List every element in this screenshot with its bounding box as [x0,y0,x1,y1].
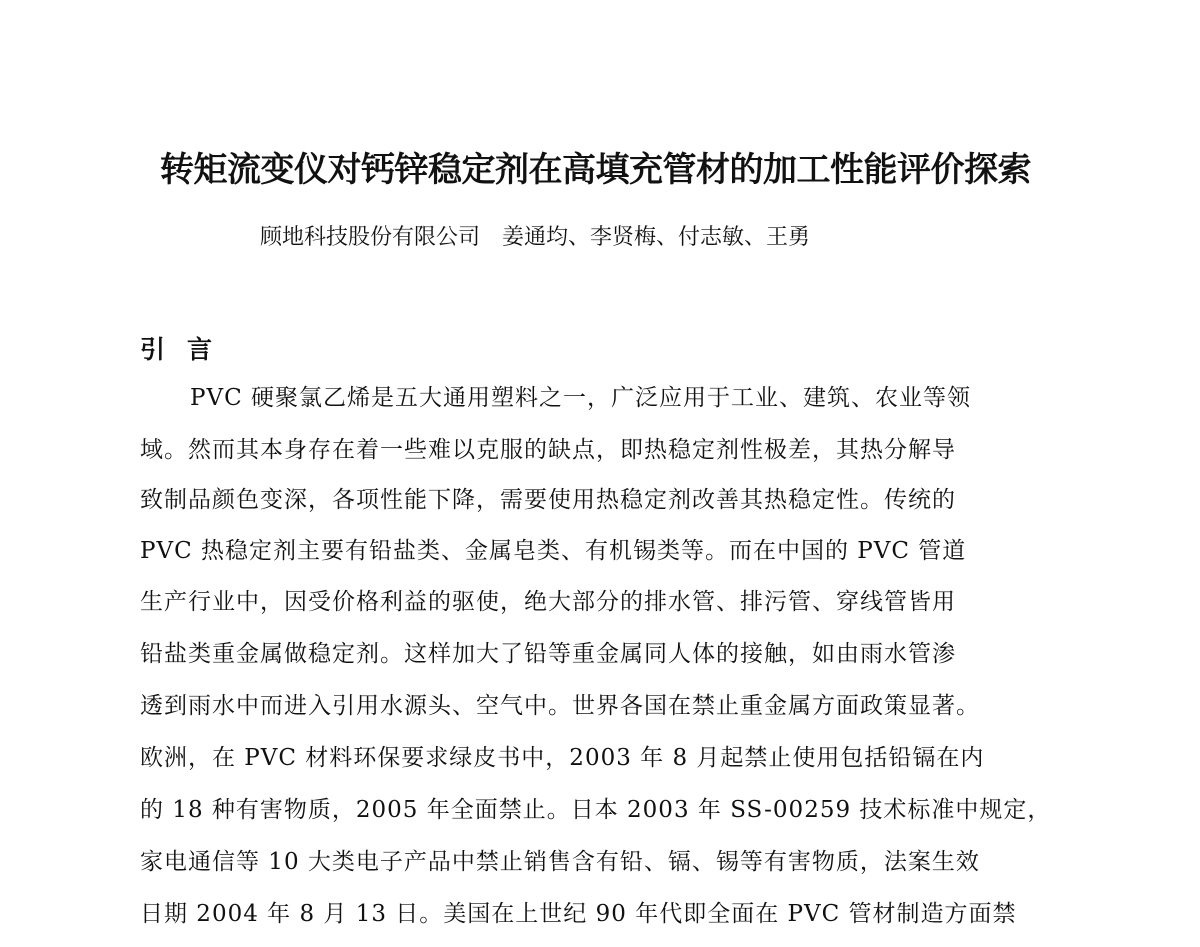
text-line: 家电通信等 10 大类电子产品中禁止销售含有铅、镉、锡等有害物质，法案生效 [140,849,980,875]
text-line: 生产行业中，因受价格利益的驱使，绝大部分的排水管、排污管、穿线管皆用 [140,589,956,615]
text-line: 域。然而其本身存在着一些难以克服的缺点，即热稳定剂性极差，其热分解导 [140,437,956,463]
text-line: 欧洲，在 PVC 材料环保要求绿皮书中，2003 年 8 月起禁止使用包括铅镉在内 [140,745,985,771]
text-line: 透到雨水中而进入引用水源头、空气中。世界各国在禁止重金属方面政策显著。 [140,693,980,719]
text-line: 的 18 种有害物质，2005 年全面禁止。日本 2003 年 SS-00259 技术标准中规定， [140,797,1052,823]
text-line: 铅盐类重金属做稳定剂。这样加大了铅等重金属同人体的接触，如由雨水管渗 [140,641,956,667]
author-list: 姜通均、李贤梅、付志敏、王勇 [502,225,811,250]
section-heading [140,332,212,368]
text-line: PVC 热稳定剂主要有铅盐类、金属皂类、有机锡类等。而在中国的 PVC 管道 [140,538,967,564]
byline [260,222,810,254]
text-line: PVC 硬聚氯乙烯是五大通用塑料之一，广泛应用于工业、建筑、农业等领 [190,385,971,411]
paper-title: 转矩流变仪对钙锌稳定剂在高填充管材的加工性能评价探索 [160,150,1031,190]
text-line: 日期 2004 年 8 月 13 日。美国在上世纪 90 年代即全面在 PVC 管材制造方面禁 [140,901,1017,927]
section-heading-char: 言 [187,335,213,364]
section-heading-char: 引 [140,335,166,364]
affiliation: 顾地科技股份有限公司 [260,225,481,250]
text-line: 致制品颜色变深，各项性能下降，需要使用热稳定剂改善其热稳定性。传统的 [140,487,956,513]
